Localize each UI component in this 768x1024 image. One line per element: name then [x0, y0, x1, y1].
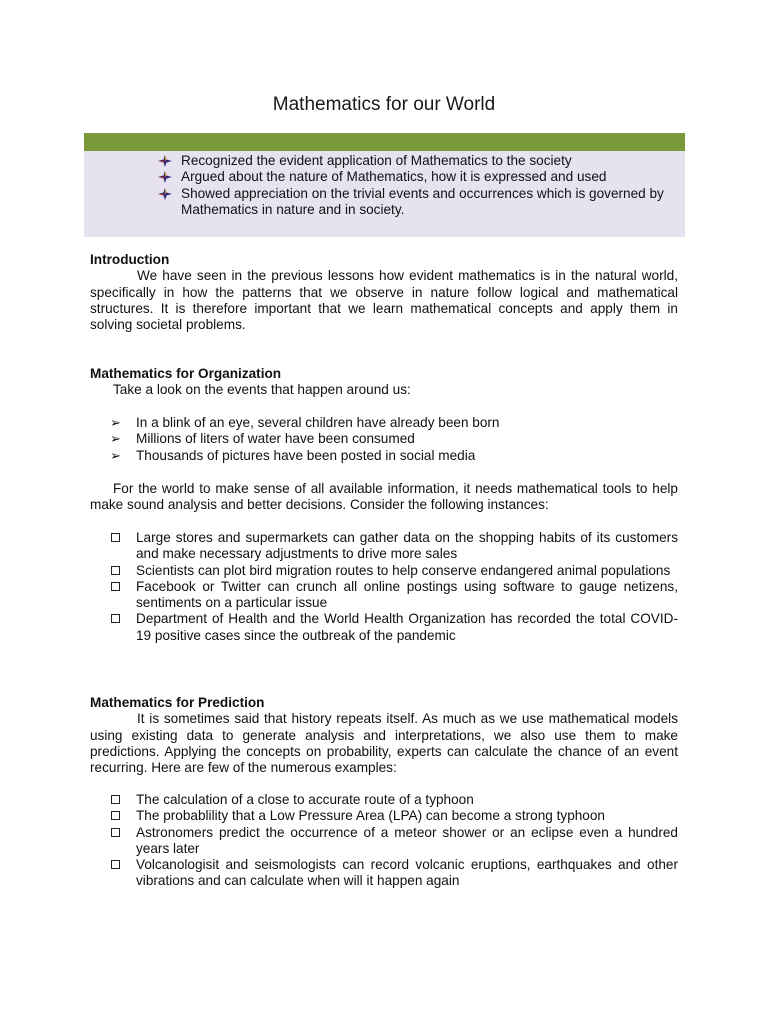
organization-lead: Take a look on the events that happen around us: [113, 382, 411, 398]
prediction-paragraph: It is sometimes said that history repeats itself. As much as we use mathematical models using existing data to generate analysis and interpretations, we also use them to make predictions. Applying the concepts on probability, experts can calculate the chance of an event recurring. Here are few of the numerous examples: [90, 711, 678, 776]
list-item: ➢ Thousands of pictures have been posted in social media [110, 447, 476, 463]
four-point-star-bullet-icon [158, 155, 172, 167]
checkbox-bullet-icon [111, 582, 120, 591]
four-point-star-bullet-icon [158, 171, 172, 183]
page-title: Mathematics for our World [272, 94, 496, 115]
list-item: The calculation of a close to accurate route of a typhoon [90, 792, 678, 808]
list-item: ➢ Millions of liters of water have been consumed [110, 431, 415, 447]
objective-text: Argued about the nature of Mathematics, how it is expressed and used [181, 169, 607, 185]
checkbox-bullet-icon [111, 811, 120, 820]
objective-text: Showed appreciation on the trivial events and occurrences which is governed by Mathematics in nature and in society. [181, 185, 664, 217]
checkbox-bullet-icon [111, 533, 120, 542]
examples-list [90, 792, 678, 890]
list-item: Facebook or Twitter can crunch all online postings using software to gauge netizens, sentiments on a particular issue [90, 579, 678, 612]
objectives-list [158, 153, 678, 218]
introduction-section [90, 252, 678, 333]
checkbox-bullet-icon [111, 566, 120, 575]
objective-item [158, 153, 678, 169]
objectives-header-bar [84, 133, 685, 151]
prediction-examples [90, 792, 678, 890]
organization-section [90, 366, 678, 399]
list-item: Large stores and supermarkets can gather data on the shopping habits of its customers and make necessary adjustments to drive more sales [90, 530, 678, 563]
objective-text: Recognized the evident application of Mathematics to the society [181, 153, 572, 168]
organization-heading: Mathematics for Organization [90, 366, 282, 381]
list-item: The probablility that a Low Pressure Area (LPA) can become a strong typhoon [90, 808, 678, 824]
checkbox-bullet-icon [111, 795, 120, 804]
checkbox-bullet-icon [111, 860, 120, 869]
introduction-paragraph: We have seen in the previous lessons how evident mathematics is in the natural world, specifically in how the patterns that we observe in nature follow logical and mathematical structures. It is therefore important that we learn mathematical concepts and apply them in solving societal problems. [90, 268, 678, 333]
events-list [90, 415, 678, 464]
list-item: Department of Health and the World Health Organization has recorded the total COVID-19 positive cases since the outbreak of the pandemic [90, 611, 678, 644]
checkbox-bullet-icon [111, 614, 120, 623]
prediction-section [90, 695, 678, 776]
organization-instances [90, 530, 678, 644]
list-item: Scientists can plot bird migration routes to help conserve endangered animal populations [90, 563, 678, 579]
organization-events [90, 415, 678, 464]
prediction-heading: Mathematics for Prediction [90, 695, 265, 710]
list-item: Astronomers predict the occurrence of a meteor shower or an eclipse even a hundred years later [90, 825, 678, 858]
arrow-bullet-icon: ➢ [110, 447, 121, 463]
list-item: Volcanologisit and seismologists can record volcanic eruptions, earthquakes and other vibrations and can calculate when will it happen again [90, 857, 678, 890]
introduction-heading: Introduction [90, 252, 170, 267]
arrow-bullet-icon: ➢ [110, 431, 121, 447]
objective-item [158, 169, 678, 185]
objective-item [158, 186, 678, 219]
organization-paragraph: For the world to make sense of all available information, it needs mathematical tools to help make sound analysis and better decisions. Consider the following instances: [90, 481, 678, 513]
arrow-bullet-icon: ➢ [110, 415, 121, 430]
instances-list [90, 530, 678, 644]
list-item: ➢ In a blink of an eye, several children have already been born [110, 415, 500, 430]
four-point-star-bullet-icon [158, 188, 172, 200]
checkbox-bullet-icon [111, 828, 120, 837]
organization-paragraph-block [90, 481, 678, 514]
